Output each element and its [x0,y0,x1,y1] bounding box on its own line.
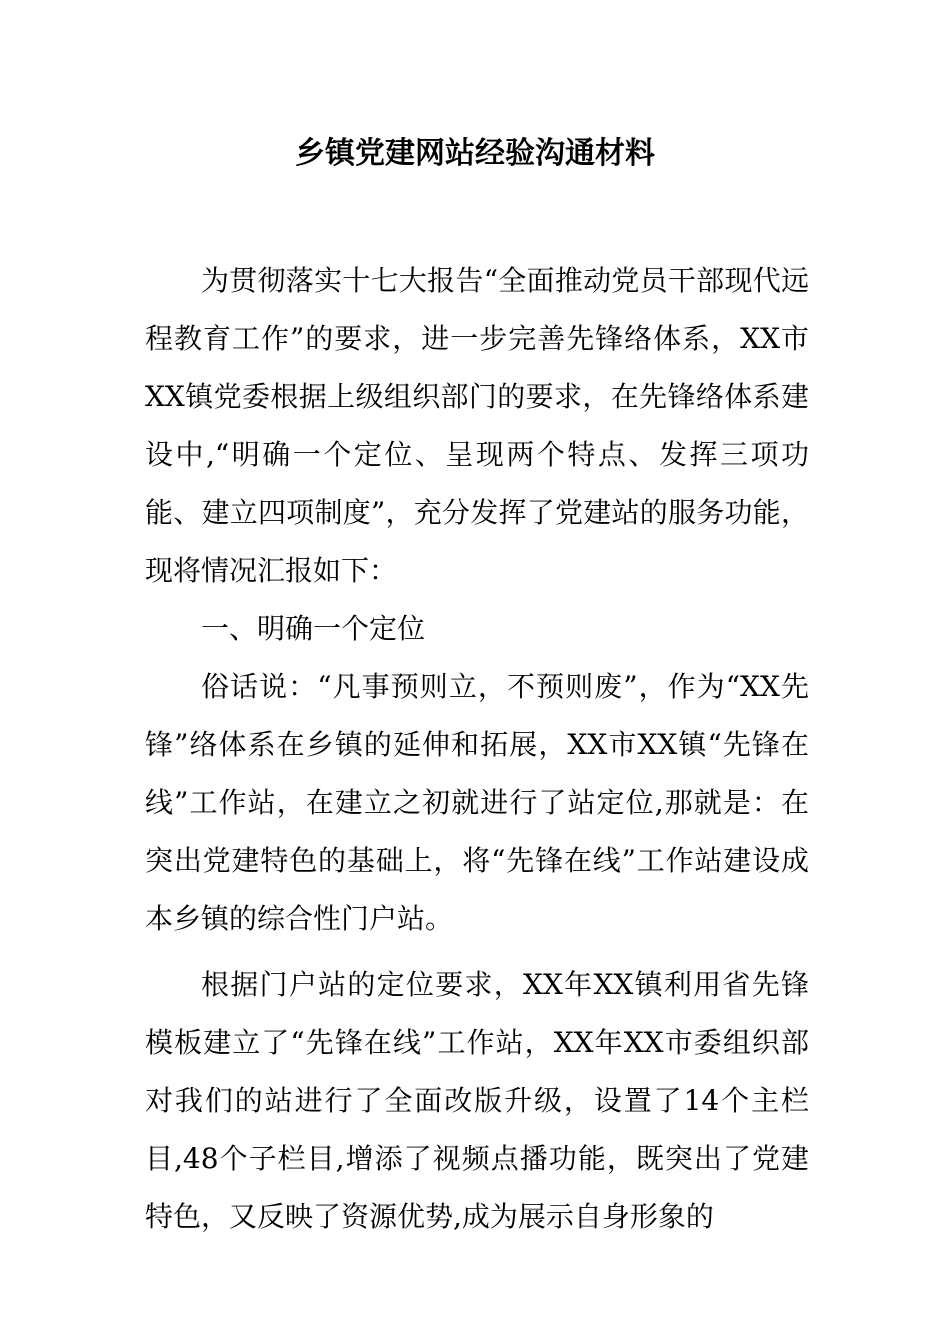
paragraph-positioning: 俗话说：“凡事预则立，不预则废”，作为“XX先锋”络体系在乡镇的延伸和拓展，XX市XX镇“先锋在线”工作站，在建立之初就进行了站定位,那就是：在突出党建特色的基础上，将“先锋在线”工作站建设成本乡镇的综合性门户站。 [145,670,809,935]
document-title: 乡镇党建网站经验沟通材料 [295,136,655,171]
section-heading-1: 一、明确一个定位 [201,612,426,645]
paragraph-intro: 为贯彻落实十七大报告“全面推动党员干部现代远程教育工作”的要求，进一步完善先锋络体系，XX市XX镇党委根据上级组织部门的要求，在先锋络体系建设中,“明确一个定位、呈现两个特点、发挥三项功能、建立四项制度”，充分发挥了党建站的服务功能，现将情况汇报如下： [145,264,809,587]
paragraph-gap [145,948,809,956]
paragraph-website-setup: 根据门户站的定位要求，XX年XX镇利用省先锋模板建立了“先锋在线”工作站，XX年XX市委组织部对我们的站进行了全面改版升级，设置了14个主栏目,48个子栏目,增添了视频点播功能，既突出了党建特色，又反映了资源优势,成为展示自身形象的 [145,968,809,1233]
document-body [145,252,809,1246]
